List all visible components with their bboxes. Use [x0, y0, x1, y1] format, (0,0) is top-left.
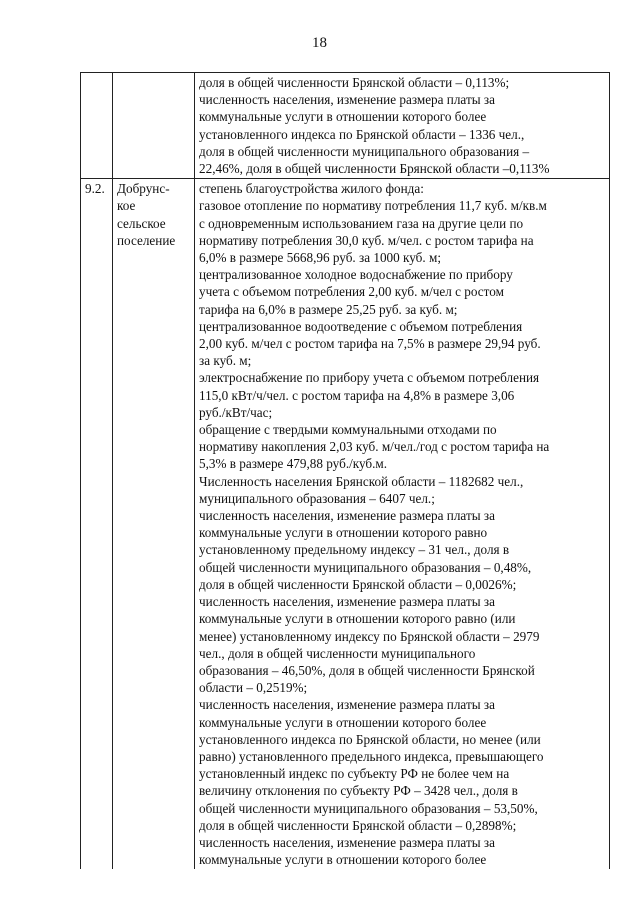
tariff-table	[80, 72, 610, 869]
description-line: с одновременным использованием газа на другие цели по	[199, 215, 524, 231]
description-line: численность населения, изменение размера платы за	[199, 508, 495, 524]
description-line: 6,0% в размере 5668,96 руб. за 1000 куб. м;	[199, 250, 441, 266]
description-line: численность населения, изменение размера платы за	[199, 697, 495, 713]
description-line: коммунальные услуги в отношении которого равно (или	[199, 611, 516, 627]
description-line: за куб. м;	[199, 353, 252, 369]
description-line: численность населения, изменение размера платы за	[199, 92, 495, 108]
settlement-name-line: поселение	[117, 232, 176, 248]
description-line: нормативу потребления 30,0 куб. м/чел. с ростом тарифа на	[199, 232, 534, 248]
settlement-name-cell	[113, 179, 195, 870]
description-line: электроснабжение по прибору учета с объемом потребления	[199, 370, 540, 386]
description-line: газовое отопление по нормативу потребления 11,7 куб. м/кв.м	[199, 198, 547, 214]
description-line: 115,0 кВт/ч/чел. с ростом тарифа на 4,8% в размере 3,06	[199, 387, 515, 403]
description-line: доля в общей численности Брянской области – 0,2898%;	[199, 817, 517, 833]
settlement-name-cell	[113, 73, 195, 179]
settlement-name-line: кое	[117, 198, 136, 214]
description-line: доля в общей численности Брянской области – 0,113%;	[199, 75, 510, 90]
description-line: образования – 46,50%, доля в общей численности Брянской	[199, 662, 535, 678]
page-number: 18	[312, 35, 327, 51]
description-line: тарифа на 6,0% в размере 25,25 руб. за куб. м;	[199, 301, 458, 317]
description-line: руб./кВт/час;	[199, 404, 273, 420]
description-line: численность населения, изменение размера платы за	[199, 834, 495, 850]
settlement-name-line: Добрунс-	[117, 181, 170, 197]
row-number-cell	[81, 73, 113, 179]
row-number-cell	[81, 179, 113, 870]
description-line: 2,00 куб. м/чел с ростом тарифа на 7,5% в размере 29,94 руб.	[199, 336, 541, 352]
description-line: области – 0,2519%;	[199, 680, 308, 696]
table-row	[81, 179, 610, 870]
description-line: степень благоустройства жилого фонда:	[199, 181, 424, 197]
description-line: учета с объемом потребления 2,00 куб. м/чел с ростом	[199, 284, 504, 300]
table-body	[81, 73, 610, 870]
description-cell	[195, 179, 610, 870]
description-line: доля в общей численности муниципального образования –	[199, 143, 530, 159]
description-line: чел., доля в общей численности муниципального	[199, 645, 476, 661]
description-line: менее) установленному индексу по Брянской области – 2979	[199, 628, 540, 644]
description-line: установленному предельному индексу – 31 чел., доля в	[199, 542, 510, 558]
table-row	[81, 73, 610, 179]
description-line: централизованное водоотведение с объемом потребления	[199, 318, 523, 334]
description-line: Численность населения Брянской области – 1182682 чел.,	[199, 473, 524, 489]
description-line: коммунальные услуги в отношении которого более	[199, 852, 487, 868]
row-number: 9.2.	[85, 181, 105, 197]
description-line: величину отклонения по субъекту РФ – 3428 чел., доля в	[199, 783, 518, 799]
description-cell	[195, 73, 610, 179]
description-line: установленного индекса по Брянской области – 1336 чел.,	[199, 126, 525, 142]
description-line: доля в общей численности Брянской области – 0,0026%;	[199, 576, 517, 592]
description-line: общей численности муниципального образования – 0,48%,	[199, 559, 532, 575]
description-line: 5,3% в размере 479,88 руб./куб.м.	[199, 456, 388, 472]
description-line: 22,46%, доля в общей численности Брянской области –0,113%	[199, 161, 550, 177]
description-line: установленного индекса по Брянской области, но менее (или	[199, 731, 541, 747]
description-line: коммунальные услуги в отношении которого более	[199, 109, 487, 125]
description-line: коммунальные услуги в отношении которого равно	[199, 525, 488, 541]
description-line: общей численности муниципального образования – 53,50%,	[199, 800, 538, 816]
description-line: нормативу накопления 2,03 куб. м/чел./год с ростом тарифа на	[199, 439, 550, 455]
settlement-name-line: сельское	[117, 215, 166, 231]
description-line: установленный индекс по субъекту РФ не более чем на	[199, 766, 510, 782]
description-line: обращение с твердыми коммунальными отходами по	[199, 422, 497, 438]
description-line: муниципального образования – 6407 чел.;	[199, 490, 435, 506]
description-line: коммунальные услуги в отношении которого более	[199, 714, 487, 730]
description-line: численность населения, изменение размера платы за	[199, 594, 495, 610]
description-line: равно) установленного предельного индекса, превышающего	[199, 748, 544, 764]
description-line: централизованное холодное водоснабжение по прибору	[199, 267, 513, 283]
